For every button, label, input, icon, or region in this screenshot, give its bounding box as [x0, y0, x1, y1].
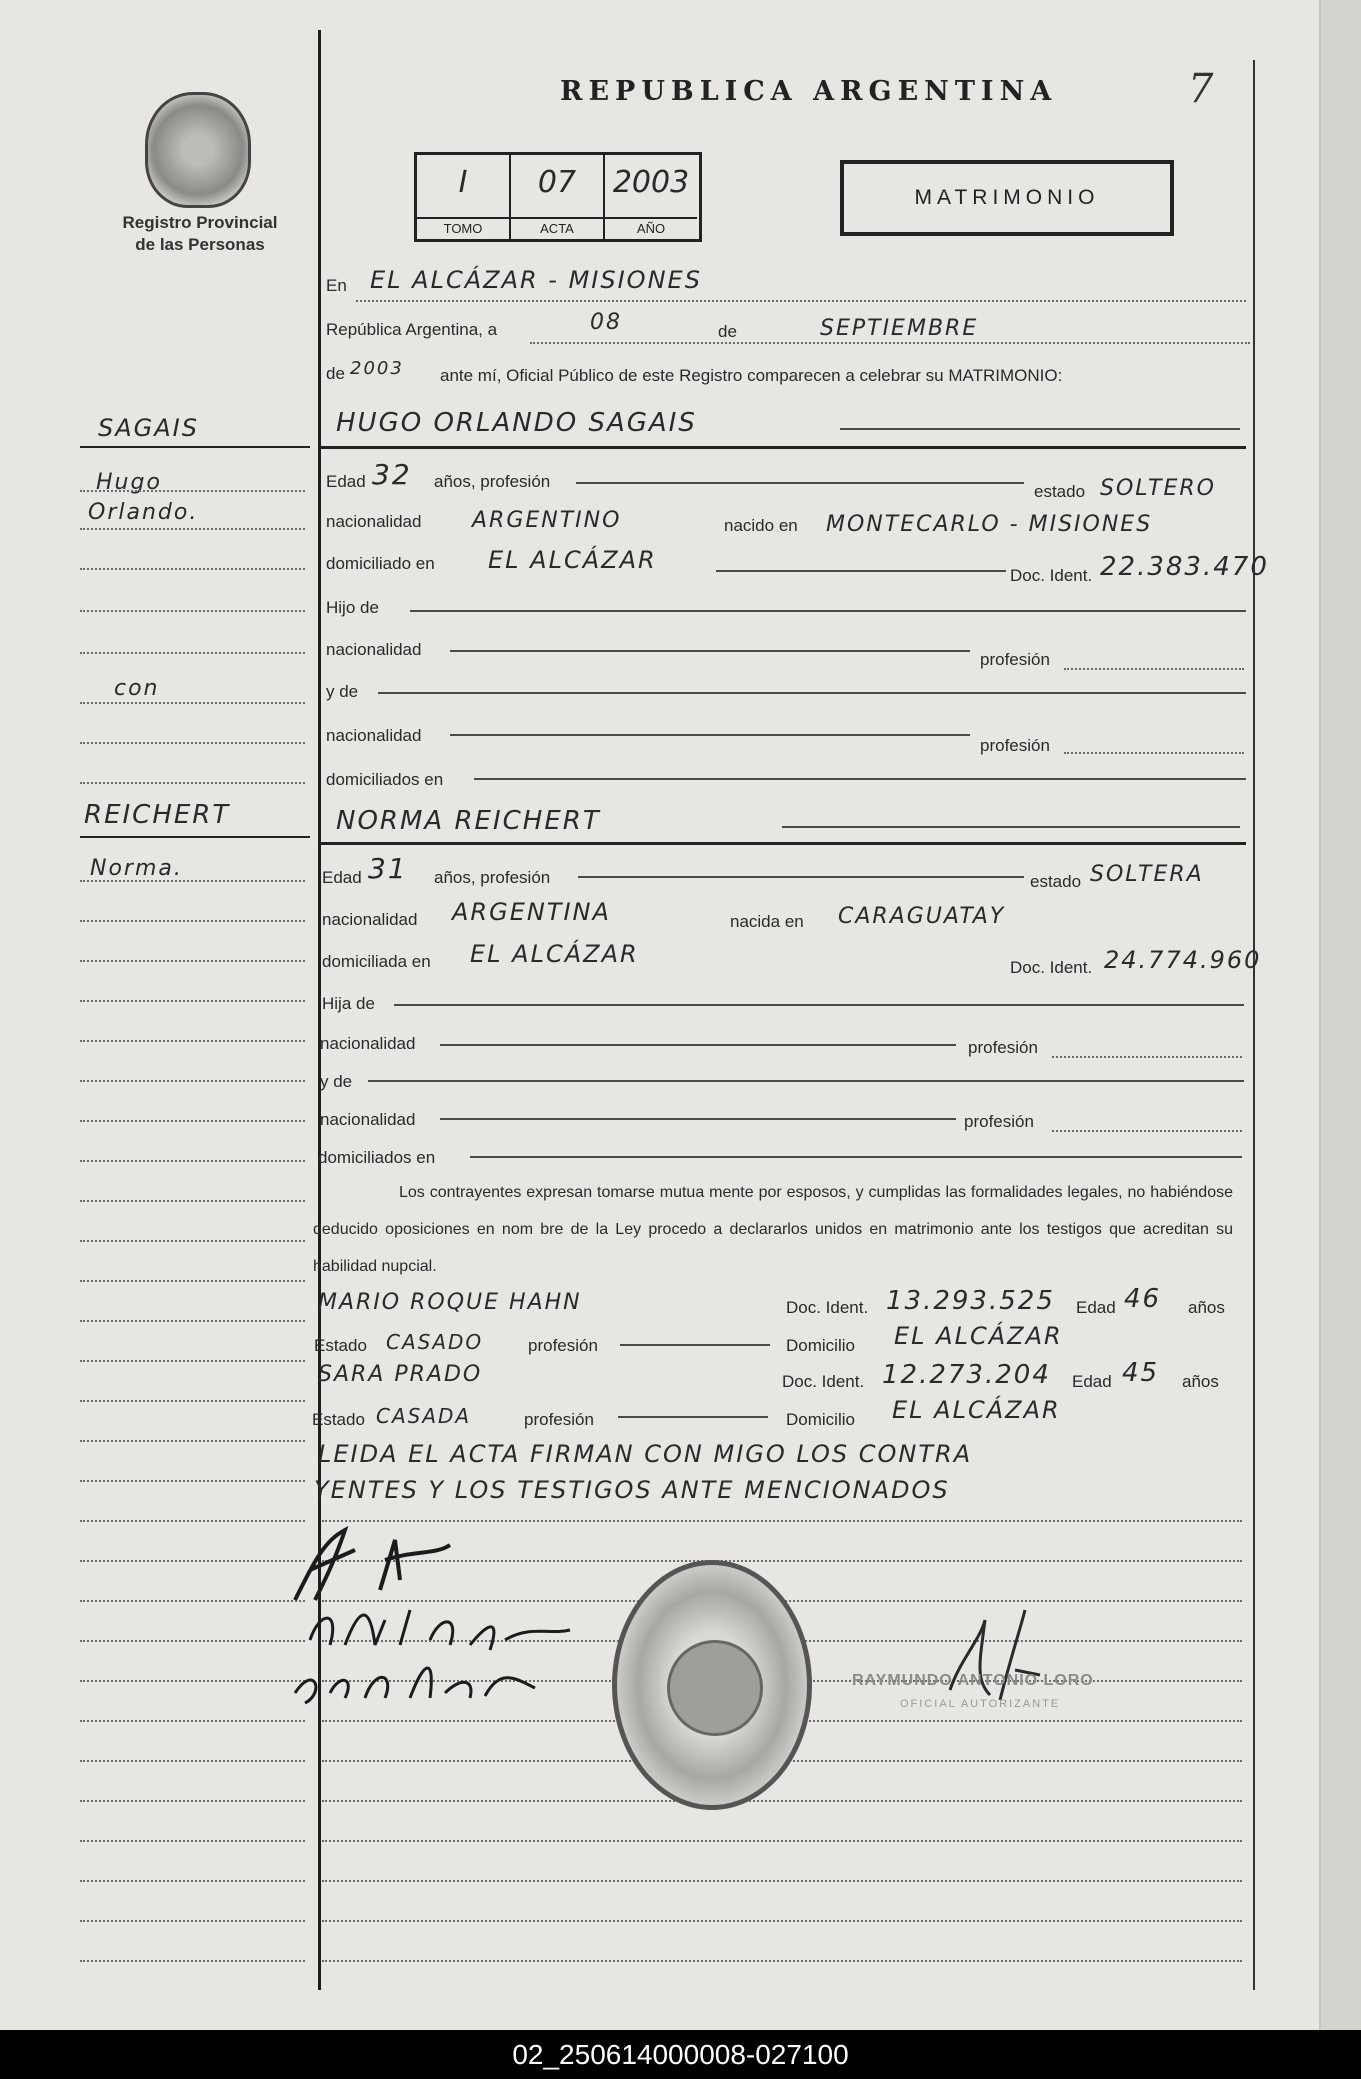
- groom-status: SOLTERO: [1100, 476, 1216, 501]
- bride-mother-profession-label: profesión: [964, 1112, 1034, 1131]
- dotted-rule: [80, 1120, 305, 1122]
- dotted-rule: [80, 782, 305, 784]
- acta-cell: 07 ACTA: [511, 155, 605, 239]
- fill-line: [450, 734, 970, 736]
- record-number-box: [414, 152, 702, 242]
- marriage-day: 08: [590, 310, 622, 335]
- tomo-cell: I TOMO: [417, 155, 511, 239]
- bride-profession-label: años, profesión: [434, 868, 551, 887]
- bride-birthplace-label: nacida en: [730, 912, 804, 931]
- witness2-years-label: años: [1182, 1372, 1219, 1391]
- fill-line: [450, 650, 970, 652]
- margin-groom-name1: Hugo: [96, 470, 162, 495]
- dotted-rule: [80, 880, 305, 882]
- groom-birthplace-label: nacido en: [724, 516, 798, 535]
- bride-mother-label: y de: [320, 1072, 353, 1091]
- dotted-rule: [322, 1800, 1242, 1802]
- dotted-rule: [80, 1600, 305, 1602]
- margin-bride-surname: REICHERT: [84, 800, 231, 830]
- bride-status: SOLTERA: [1090, 862, 1204, 887]
- margin-rule-line: [80, 836, 310, 838]
- witness2-status: CASADA: [376, 1404, 472, 1428]
- groom-profession-label: años, profesión: [434, 472, 551, 491]
- appearance-text: ante mí, Oficial Público de este Registro comparecen a celebrar su MATRIMONIO:: [440, 366, 1063, 385]
- dotted-rule: [80, 1400, 305, 1402]
- fill-line: [394, 1004, 1244, 1006]
- witness2-name: SARA PRADO: [318, 1362, 483, 1387]
- bride-parents-domicile-label: domiciliados en: [318, 1148, 436, 1167]
- dotted-rule: [80, 920, 305, 922]
- declaration-text: Los contrayentes expresan tomarse mutua mente por esposos, y cumplidas las formalidades legales, no habiéndose deducido oposiciones en nom bre de la Ley procedo a declararlos unidos en matrimonio ante los testigos que acreditan su habilidad nupcial.: [313, 1184, 1233, 1275]
- margin-bride-name: Norma.: [90, 856, 183, 881]
- witness2-doc: 12.273.204: [882, 1360, 1051, 1390]
- fill-line: [410, 610, 1246, 612]
- dotted-rule: [322, 1880, 1242, 1882]
- groom-name: HUGO ORLANDO SAGAIS: [336, 408, 697, 438]
- groom-birthplace: MONTECARLO - MISIONES: [826, 512, 1153, 537]
- groom-domicile: EL ALCÁZAR: [488, 546, 657, 574]
- dotted-rule: [80, 1800, 305, 1802]
- groom-doc: 22.383.470: [1100, 552, 1269, 582]
- dotted-rule: [80, 528, 305, 530]
- groom-father-profession-label: profesión: [980, 650, 1050, 669]
- groom-age-label: Edad: [326, 472, 366, 491]
- dotted-rule: [1052, 1056, 1242, 1058]
- margin-groom-name2: Orlando.: [88, 500, 199, 525]
- witness1-age-label: Edad: [1076, 1298, 1116, 1317]
- dotted-rule: [80, 1200, 305, 1202]
- registry-name: Registro Provincial de las Personas: [122, 213, 278, 254]
- dotted-rule: [80, 652, 305, 654]
- bride-nationality: ARGENTINA: [452, 898, 611, 926]
- signature-contrayentes: [285, 1520, 485, 1610]
- groom-nationality-label: nacionalidad: [326, 512, 422, 531]
- marriage-year: 2003: [350, 358, 404, 379]
- de-label: de: [718, 322, 737, 341]
- page-number: 7: [1188, 66, 1214, 112]
- section-divider: [318, 446, 1246, 449]
- groom-father-nationality-label: nacionalidad: [326, 640, 422, 659]
- margin-connector: con: [114, 676, 160, 701]
- right-rule: [1253, 60, 1255, 1990]
- groom-mother-label: y de: [326, 682, 359, 701]
- bride-birthplace: CARAGUATAY: [838, 904, 1006, 929]
- bride-doc: 24.774.960: [1104, 946, 1262, 974]
- de-year-label: de: [326, 364, 345, 383]
- witness1-name: MARIO ROQUE HAHN: [318, 1290, 582, 1315]
- witness2-status-label: Estado: [312, 1410, 365, 1429]
- fill-line: [368, 1080, 1244, 1082]
- dotted-rule: [80, 1160, 305, 1162]
- groom-nationality: ARGENTINO: [472, 508, 622, 533]
- groom-parent-label: Hijo de: [326, 598, 379, 617]
- dotted-rule: [80, 1240, 305, 1242]
- witness1-status: CASADO: [386, 1330, 484, 1354]
- groom-domicile-label: domiciliado en: [326, 554, 435, 573]
- dotted-rule: [1064, 668, 1244, 670]
- margin-groom-surname: SAGAIS: [98, 414, 199, 442]
- witness1-profession-label: profesión: [528, 1336, 598, 1355]
- dotted-rule: [80, 1720, 305, 1722]
- fill-line: [474, 778, 1246, 780]
- country-title: REPUBLICA ARGENTINA: [560, 76, 1058, 107]
- bride-name: NORMA REICHERT: [336, 806, 601, 836]
- dotted-rule: [80, 1840, 305, 1842]
- witness2-age-label: Edad: [1072, 1372, 1112, 1391]
- witness2-profession-label: profesión: [524, 1410, 594, 1429]
- bride-father-profession-label: profesión: [968, 1038, 1038, 1057]
- marriage-place: EL ALCÁZAR - MISIONES: [370, 266, 702, 294]
- marriage-month: SEPTIEMBRE: [820, 316, 979, 341]
- fill-line: [840, 428, 1240, 430]
- dotted-rule: [356, 300, 1246, 302]
- dotted-rule: [80, 1040, 305, 1042]
- bride-age: 31: [368, 852, 408, 885]
- groom-status-label: estado: [1034, 482, 1086, 501]
- section-divider: [318, 842, 1246, 845]
- fill-line: [618, 1416, 768, 1418]
- dotted-rule: [80, 568, 305, 570]
- witness1-doc-label: Doc. Ident.: [786, 1298, 869, 1317]
- dotted-rule: [80, 1520, 305, 1522]
- bride-doc-label: Doc. Ident.: [1010, 958, 1093, 977]
- dotted-rule: [322, 1960, 1242, 1962]
- official-name-stamp: RAYMUNDO ANTONIO LORO: [852, 1672, 1094, 1689]
- dotted-rule: [80, 1920, 305, 1922]
- witness1-domicile-label: Domicilio: [786, 1336, 855, 1355]
- en-label: En: [326, 276, 347, 295]
- republica-label: República Argentina, a: [326, 320, 498, 339]
- dotted-rule: [80, 490, 305, 492]
- official-seal-stamp: [612, 1560, 812, 1810]
- dotted-rule: [80, 1280, 305, 1282]
- dotted-rule: [80, 610, 305, 612]
- groom-doc-label: Doc. Ident.: [1010, 566, 1093, 585]
- closing-line-2: YENTES Y LOS TESTIGOS ANTE MENCIONADOS: [314, 1476, 950, 1504]
- dotted-rule: [322, 1920, 1242, 1922]
- bride-status-label: estado: [1030, 872, 1082, 891]
- official-title-stamp: OFICIAL AUTORIZANTE: [900, 1698, 1061, 1710]
- groom-mother-profession-label: profesión: [980, 736, 1050, 755]
- witness2-domicile-label: Domicilio: [786, 1410, 855, 1429]
- paper-edge: [1319, 0, 1361, 2030]
- bride-nationality-label: nacionalidad: [322, 910, 418, 929]
- dotted-rule: [80, 1080, 305, 1082]
- dotted-rule: [80, 1640, 305, 1642]
- dotted-rule: [1064, 752, 1244, 754]
- dotted-rule: [80, 742, 305, 744]
- ano-cell: 2003 AÑO: [605, 155, 697, 239]
- image-id-footer: 02_250614000008-027100: [0, 2030, 1361, 2079]
- dotted-rule: [80, 1760, 305, 1762]
- fill-line: [440, 1044, 956, 1046]
- bride-father-nationality-label: nacionalidad: [320, 1034, 416, 1053]
- record-type: MATRIMONIO: [840, 160, 1174, 236]
- signature-official: [930, 1600, 1050, 1710]
- witness1-domicile: EL ALCÁZAR: [894, 1322, 1063, 1350]
- province-seal-icon: [145, 92, 251, 208]
- dotted-rule: [80, 1000, 305, 1002]
- fill-line: [440, 1118, 956, 1120]
- seal-center: [667, 1640, 763, 1736]
- dotted-rule: [80, 1440, 305, 1442]
- dotted-rule: [80, 1960, 305, 1962]
- fill-line: [576, 482, 1024, 484]
- bride-domicile-label: domiciliada en: [322, 952, 431, 971]
- witness2-doc-label: Doc. Ident.: [782, 1372, 865, 1391]
- signature-witness2: [285, 1648, 545, 1708]
- witness1-age: 46: [1124, 1284, 1162, 1314]
- fill-line: [470, 1156, 1242, 1158]
- dotted-rule: [80, 1880, 305, 1882]
- witness1-years-label: años: [1188, 1298, 1225, 1317]
- dotted-rule: [80, 1320, 305, 1322]
- witness2-age: 45: [1122, 1358, 1160, 1388]
- bride-parent-label: Hija de: [322, 994, 375, 1013]
- closing-line-1: LEIDA EL ACTA FIRMAN CON MIGO LOS CONTRA: [318, 1440, 973, 1468]
- groom-parents-domicile-label: domiciliados en: [326, 770, 444, 789]
- witness1-status-label: Estado: [314, 1336, 367, 1355]
- bride-domicile: EL ALCÁZAR: [470, 940, 639, 968]
- fill-line: [578, 876, 1024, 878]
- bride-mother-nationality-label: nacionalidad: [320, 1110, 416, 1129]
- dotted-rule: [80, 1360, 305, 1362]
- dotted-rule: [80, 1680, 305, 1682]
- dotted-rule: [80, 702, 305, 704]
- fill-line: [716, 570, 1006, 572]
- margin-rule-line: [80, 446, 310, 448]
- groom-age: 32: [372, 458, 412, 491]
- fill-line: [378, 692, 1246, 694]
- bride-age-label: Edad: [322, 868, 362, 887]
- dotted-rule: [1052, 1130, 1242, 1132]
- dotted-rule: [530, 342, 1250, 344]
- fill-line: [782, 826, 1240, 828]
- dotted-rule: [322, 1840, 1242, 1842]
- fill-line: [620, 1344, 770, 1346]
- witness2-domicile: EL ALCÁZAR: [892, 1396, 1061, 1424]
- groom-mother-nationality-label: nacionalidad: [326, 726, 422, 745]
- dotted-rule: [80, 1480, 305, 1482]
- dotted-rule: [80, 960, 305, 962]
- dotted-rule: [80, 1560, 305, 1562]
- witness1-doc: 13.293.525: [886, 1286, 1055, 1316]
